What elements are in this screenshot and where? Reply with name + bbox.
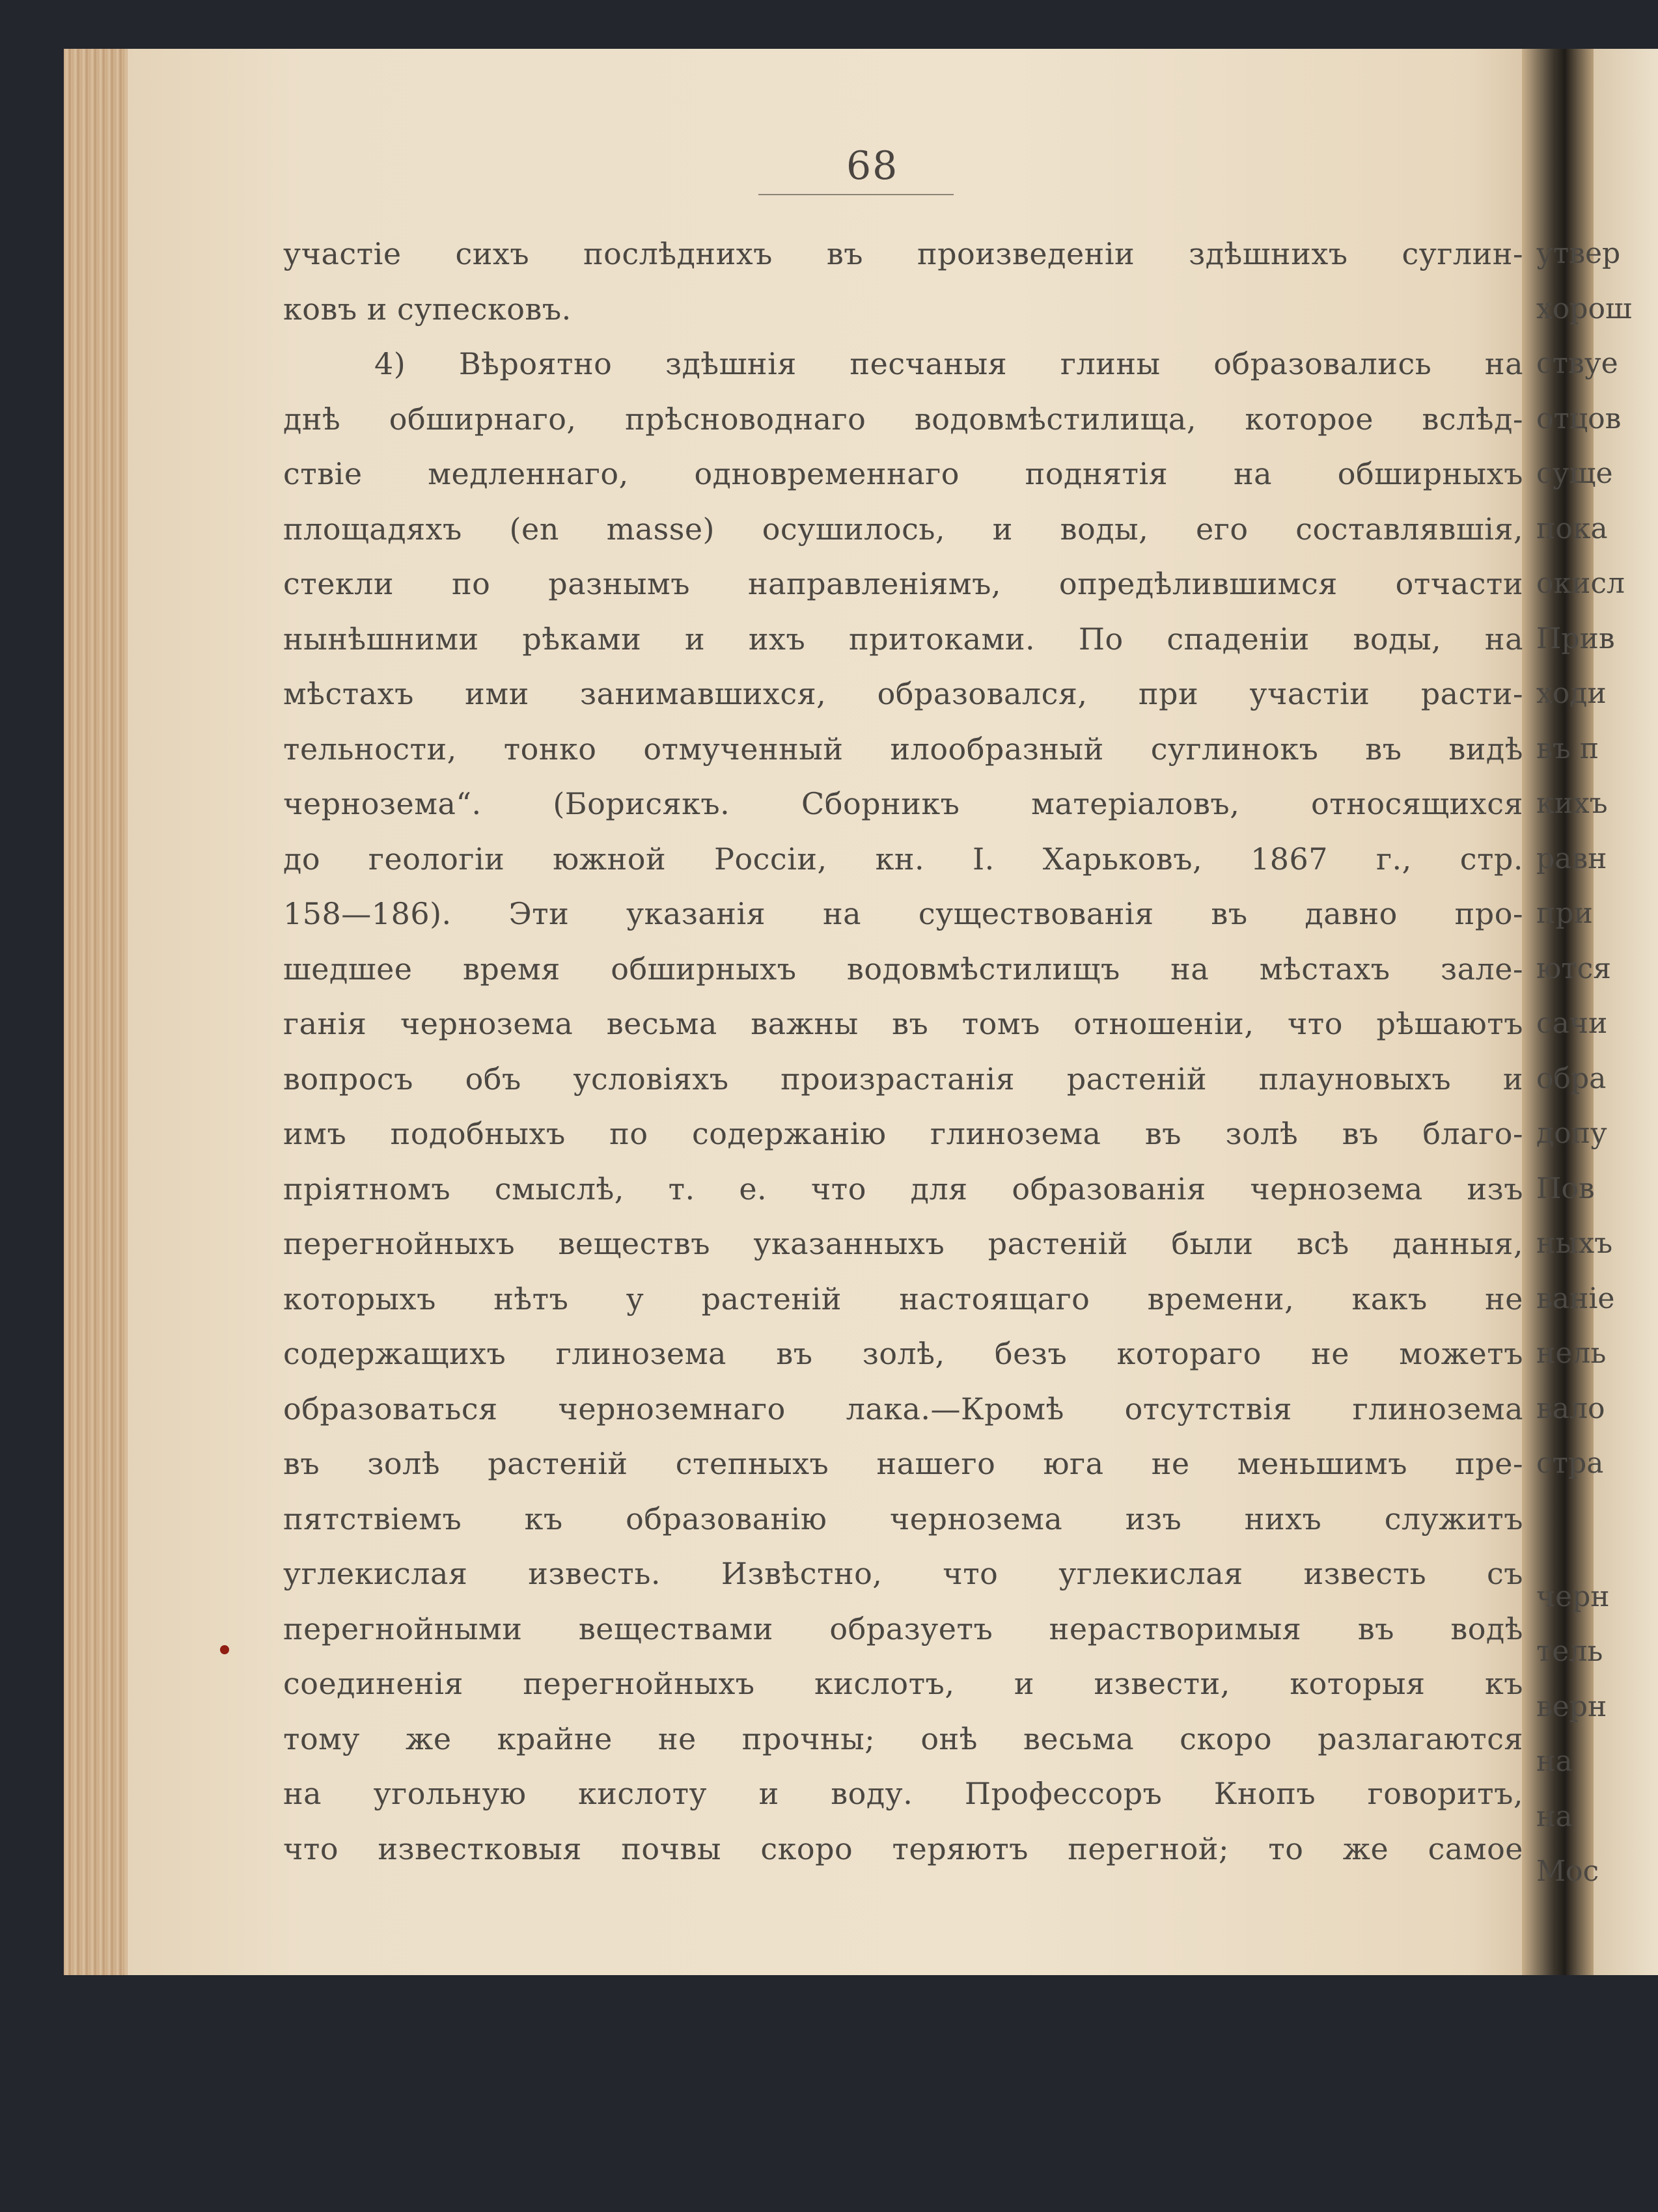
text-line: площадяхъ (en masse) осушилось, и воды, его составлявшія, (283, 511, 1523, 547)
text-fragment: нель (1536, 1337, 1607, 1370)
text-line: тельности, тонко отмученный илообразный суглинокъ въ видѣ (283, 731, 1523, 767)
page-number: 68 (846, 143, 899, 189)
text-fragment: ходи (1536, 677, 1607, 710)
text-fragment: ныхъ (1536, 1227, 1613, 1260)
text-line: до геологіи южной Россіи, кн. I. Харьковъ, 1867 г., стр. (283, 841, 1523, 877)
text-fragment: ются (1536, 951, 1612, 985)
left-page-text (283, 226, 1523, 1876)
text-line: участіе сихъ послѣднихъ въ произведеніи здѣшнихъ суглин- (283, 236, 1523, 271)
text-line: соединенія перегнойныхъ кислотъ, и извести, которыя къ (283, 1666, 1523, 1701)
text-fragment: отцов (1536, 402, 1622, 435)
text-line: шедшее время обширныхъ водовмѣстилищъ на мѣстахъ зале- (283, 951, 1523, 987)
text-line: тому же крайне не прочны; онѣ весьма скоро разлагаются (283, 1721, 1523, 1756)
text-fragment: Пов (1536, 1171, 1595, 1205)
text-fragment: Прив (1536, 621, 1615, 655)
text-line: что известковыя почвы скоро теряютъ перегной; то же самое (283, 1831, 1523, 1866)
text-line: ганія чернозема весьма важны въ томъ отношеніи, что рѣшаютъ (283, 1006, 1523, 1041)
text-line: вопросъ объ условіяхъ произрастанія растеній плауновыхъ и (283, 1061, 1523, 1097)
text-fragment: хорош (1536, 292, 1632, 325)
right-page-text (1536, 226, 1632, 1900)
text-fragment: въ п (1536, 731, 1599, 765)
text-line: содержащихъ глинозема въ золѣ, безъ котораго не можетъ (283, 1336, 1523, 1371)
text-line: на угольную кислоту и воду. Профессоръ Кнопъ говоритъ, (283, 1776, 1523, 1811)
text-line: 4) Вѣроятно здѣшнія песчаныя глины образовались на (374, 346, 1523, 381)
text-line: нынѣшними рѣками и ихъ притоками. По спаденіи воды, на (283, 621, 1523, 657)
text-fragment: обра (1536, 1061, 1607, 1095)
text-fragment: черн (1536, 1579, 1610, 1613)
text-fragment: ствуе (1536, 347, 1618, 380)
text-fragment: вало (1536, 1391, 1605, 1425)
text-line: 158—186). Эти указанія на существованія въ давно про- (283, 896, 1523, 931)
text-line: перегнойныхъ веществъ указанныхъ растеній были всѣ данныя, (283, 1226, 1523, 1261)
text-line: которыхъ нѣтъ у растеній настоящаго времени, какъ не (283, 1281, 1523, 1317)
text-line: имъ подобныхъ по содержанію глинозема въ золѣ въ благо- (283, 1116, 1523, 1151)
text-fragment: окисл (1536, 567, 1625, 600)
text-fragment: тель (1536, 1635, 1603, 1668)
text-line: ствіе медленнаго, одновременнаго поднятія на обширныхъ (283, 456, 1523, 491)
text-line: пятствіемъ къ образованію чернозема изъ нихъ служитъ (283, 1501, 1523, 1536)
text-line: ковъ и супесковъ. (283, 291, 572, 327)
text-fragment: суще (1536, 457, 1613, 490)
text-fragment: пока (1536, 512, 1608, 545)
text-line: въ золѣ растеній степныхъ нашего юга не меньшимъ пре- (283, 1446, 1523, 1481)
text-fragment: утвер (1536, 237, 1621, 270)
text-fragment: на (1536, 1745, 1573, 1778)
text-fragment: сачи (1536, 1007, 1608, 1040)
text-fragment: допу (1536, 1117, 1607, 1150)
text-fragment: на (1536, 1799, 1573, 1833)
text-line: пріятномъ смыслѣ, т. е. что для образованія чернозема изъ (283, 1171, 1523, 1207)
text-line: углекислая известь. Извѣстно, что углекислая известь съ (283, 1556, 1523, 1591)
text-fragment: стра (1536, 1447, 1604, 1480)
text-fragment: верн (1536, 1689, 1607, 1723)
text-line: образоваться черноземнаго лака.—Кромѣ отсутствія глинозема (283, 1391, 1523, 1427)
page-edges (64, 49, 128, 1975)
text-fragment: при (1536, 897, 1593, 930)
text-line: мѣстахъ ими занимавшихся, образовался, при участіи расти- (283, 676, 1523, 711)
text-line: чернозема“. (Борисякъ. Сборникъ матеріаловъ, относящихся (283, 786, 1523, 821)
ink-spot (220, 1645, 229, 1654)
text-line: перегнойными веществами образуетъ нерастворимыя въ водѣ (283, 1611, 1523, 1646)
text-fragment: Мос (1536, 1855, 1599, 1888)
text-fragment: равн (1536, 841, 1607, 875)
text-line: стекли по разнымъ направленіямъ, опредѣлившимся отчасти (283, 566, 1523, 601)
text-fragment: кихъ (1536, 787, 1608, 820)
text-line: днѣ обширнаго, прѣсноводнаго водовмѣстилища, которое вслѣд- (283, 401, 1523, 437)
header-rule (758, 194, 954, 195)
text-fragment: ваніе (1536, 1281, 1615, 1315)
